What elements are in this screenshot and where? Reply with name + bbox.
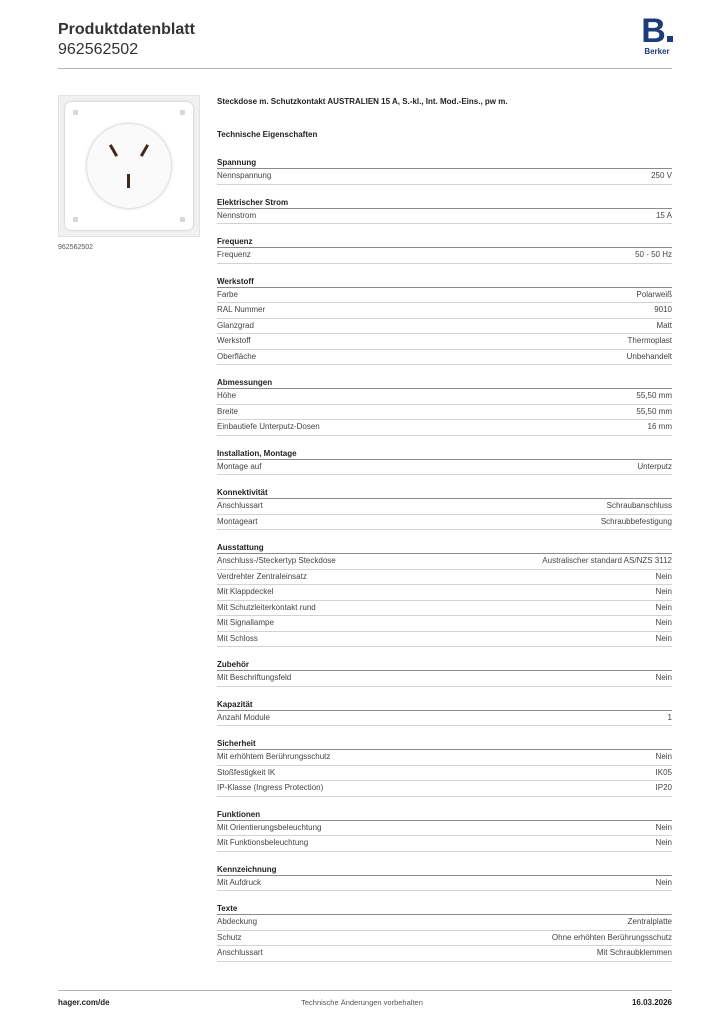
spec-value: Ohne erhöhten Berührungsschutz bbox=[551, 932, 672, 942]
spec-row bbox=[217, 350, 672, 366]
spec-row bbox=[217, 303, 672, 319]
spec-key: Mit Funktionsbeleuchtung bbox=[217, 838, 309, 848]
spec-key: Farbe bbox=[217, 289, 238, 299]
live-pin-slot bbox=[109, 144, 118, 157]
spec-row bbox=[217, 632, 672, 648]
spec-key: Mit Signallampe bbox=[217, 618, 274, 628]
spec-row bbox=[217, 554, 672, 570]
spec-key: Mit erhöhtem Berührungsschutz bbox=[217, 752, 331, 762]
document-number: 962562502 bbox=[58, 41, 139, 58]
spec-row bbox=[217, 288, 672, 304]
spec-key: Stoßfestigkeit IK bbox=[217, 767, 276, 777]
image-caption: 962562502 bbox=[58, 244, 94, 251]
footer-divider bbox=[58, 990, 672, 991]
spec-row bbox=[217, 389, 672, 405]
spec-value: Unterputz bbox=[637, 461, 672, 471]
section-title: Frequenz bbox=[217, 236, 672, 248]
spec-value: Nein bbox=[655, 633, 672, 643]
spec-key: Mit Orientierungsbeleuchtung bbox=[217, 822, 322, 832]
spec-row bbox=[217, 931, 672, 947]
document-title: Produktdatenblatt bbox=[58, 21, 195, 38]
section-title: Zubehör bbox=[217, 659, 672, 671]
section-title: Werkstoff bbox=[217, 276, 672, 288]
spec-section bbox=[217, 738, 672, 797]
spec-key: Anzahl Module bbox=[217, 712, 270, 722]
spec-row bbox=[217, 248, 672, 264]
header-divider bbox=[58, 68, 672, 69]
spec-value: 9010 bbox=[654, 305, 672, 315]
spec-row bbox=[217, 616, 672, 632]
spec-value: 50 - 50 Hz bbox=[635, 250, 672, 260]
spec-row bbox=[217, 169, 672, 185]
section-title: Kennzeichnung bbox=[217, 864, 672, 876]
spec-value: Australischer standard AS/NZS 3112 bbox=[542, 556, 672, 566]
spec-row bbox=[217, 405, 672, 421]
spec-key: Höhe bbox=[217, 391, 237, 401]
spec-value: Nein bbox=[655, 752, 672, 762]
spec-value: IP20 bbox=[655, 783, 672, 793]
logo-mark: B bbox=[638, 15, 676, 47]
spec-value: Mit Schraubklemmen bbox=[596, 948, 672, 958]
screw-icon bbox=[180, 217, 185, 222]
spec-value: 55,50 mm bbox=[636, 406, 672, 416]
spec-section bbox=[217, 659, 672, 687]
section-title: Texte bbox=[217, 903, 672, 915]
spec-key: Anschluss-/Steckertyp Steckdose bbox=[217, 556, 336, 566]
spec-key: Verdrehter Zentraleinsatz bbox=[217, 571, 307, 581]
section-title: Konnektivität bbox=[217, 487, 672, 499]
berker-logo bbox=[638, 12, 676, 57]
spec-row bbox=[217, 420, 672, 436]
spec-key: Einbautiefe Unterputz-Dosen bbox=[217, 422, 320, 432]
neutral-pin-slot bbox=[140, 144, 149, 157]
spec-row bbox=[217, 766, 672, 782]
spec-row bbox=[217, 821, 672, 837]
spec-value: 1 bbox=[667, 712, 672, 722]
spec-value: Nein bbox=[655, 618, 672, 628]
spec-value: Nein bbox=[655, 822, 672, 832]
section-title: Spannung bbox=[217, 157, 672, 169]
spec-key: Schutz bbox=[217, 932, 242, 942]
screw-icon bbox=[73, 110, 78, 115]
spec-section bbox=[217, 699, 672, 727]
spec-section bbox=[217, 157, 672, 185]
spec-key: Mit Schutzleiterkontakt rund bbox=[217, 602, 316, 612]
spec-row bbox=[217, 570, 672, 586]
spec-value: Zentralplatte bbox=[627, 917, 672, 927]
socket-plate bbox=[65, 102, 193, 230]
spec-section bbox=[217, 864, 672, 892]
spec-value: Matt bbox=[656, 320, 672, 330]
section-title: Sicherheit bbox=[217, 738, 672, 750]
spec-key: Mit Schloss bbox=[217, 633, 258, 643]
document-header bbox=[58, 20, 195, 60]
spec-key: Anschlussart bbox=[217, 501, 263, 511]
spec-key: Mit Beschriftungsfeld bbox=[217, 673, 292, 683]
spec-key: Mit Aufdruck bbox=[217, 877, 262, 887]
footer-date: 16.03.2026 bbox=[631, 998, 672, 1007]
spec-value: Unbehandelt bbox=[626, 351, 672, 361]
spec-key: Glanzgrad bbox=[217, 320, 254, 330]
spec-value: Nein bbox=[655, 673, 672, 683]
spec-row bbox=[217, 334, 672, 350]
spec-value: Nein bbox=[655, 838, 672, 848]
spec-row bbox=[217, 585, 672, 601]
spec-row bbox=[217, 876, 672, 892]
spec-key: RAL Nummer bbox=[217, 305, 266, 315]
screw-icon bbox=[73, 217, 78, 222]
product-name: Steckdose m. Schutzkontakt AUSTRALIEN 15 A, S.-kl., Int. Mod.-Eins., pw m. bbox=[217, 97, 508, 106]
spec-key: Breite bbox=[217, 406, 238, 416]
footer-disclaimer: Technische Änderungen vorbehalten bbox=[301, 998, 423, 1007]
spec-value: Schraubanschluss bbox=[606, 501, 672, 511]
properties-title: Technische Eigenschaften bbox=[217, 130, 318, 139]
spec-key: Montageart bbox=[217, 516, 258, 526]
product-image bbox=[58, 95, 200, 237]
spec-key: Nennspannung bbox=[217, 171, 272, 181]
spec-value: Schraubbefestigung bbox=[600, 516, 672, 526]
spec-section bbox=[217, 236, 672, 264]
spec-row bbox=[217, 319, 672, 335]
spec-row bbox=[217, 499, 672, 515]
spec-row bbox=[217, 515, 672, 531]
spec-key: Montage auf bbox=[217, 461, 262, 471]
spec-key: Anschlussart bbox=[217, 948, 263, 958]
spec-key: Werkstoff bbox=[217, 336, 251, 346]
spec-section bbox=[217, 377, 672, 436]
screw-icon bbox=[180, 110, 185, 115]
spec-value: 55,50 mm bbox=[636, 391, 672, 401]
spec-value: 15 A bbox=[655, 210, 672, 220]
spec-value: IK05 bbox=[655, 767, 672, 777]
spec-key: Abdeckung bbox=[217, 917, 258, 927]
section-title: Ausstattung bbox=[217, 542, 672, 554]
section-title: Funktionen bbox=[217, 809, 672, 821]
spec-row bbox=[217, 836, 672, 852]
spec-row bbox=[217, 460, 672, 476]
spec-row bbox=[217, 915, 672, 931]
spec-value: Polarweiß bbox=[636, 289, 672, 299]
spec-row bbox=[217, 209, 672, 225]
spec-section bbox=[217, 276, 672, 366]
spec-row bbox=[217, 671, 672, 687]
spec-row bbox=[217, 946, 672, 962]
section-title: Kapazität bbox=[217, 699, 672, 711]
earth-pin-slot bbox=[127, 174, 130, 188]
spec-row bbox=[217, 750, 672, 766]
spec-section bbox=[217, 487, 672, 530]
spec-section bbox=[217, 448, 672, 476]
spec-key: Nennstrom bbox=[217, 210, 257, 220]
footer-website[interactable]: hager.com/de bbox=[58, 998, 110, 1007]
spec-key: Mit Klappdeckel bbox=[217, 587, 274, 597]
spec-value: Thermoplast bbox=[627, 336, 672, 346]
spec-row bbox=[217, 781, 672, 797]
section-title: Installation, Montage bbox=[217, 448, 672, 460]
spec-table bbox=[217, 157, 672, 974]
spec-key: Oberfläche bbox=[217, 351, 257, 361]
section-title: Abmessungen bbox=[217, 377, 672, 389]
spec-value: 250 V bbox=[651, 171, 672, 181]
spec-section bbox=[217, 542, 672, 647]
spec-key: Frequenz bbox=[217, 250, 251, 260]
spec-value: Nein bbox=[655, 602, 672, 612]
logo-text: Berker bbox=[644, 47, 670, 56]
spec-section bbox=[217, 197, 672, 225]
spec-row bbox=[217, 711, 672, 727]
spec-row bbox=[217, 601, 672, 617]
spec-key: IP-Klasse (Ingress Protection) bbox=[217, 783, 324, 793]
socket-outlet bbox=[87, 124, 171, 208]
spec-section bbox=[217, 809, 672, 852]
spec-value: 16 mm bbox=[647, 422, 672, 432]
spec-section bbox=[217, 903, 672, 962]
spec-value: Nein bbox=[655, 877, 672, 887]
spec-value: Nein bbox=[655, 571, 672, 581]
spec-value: Nein bbox=[655, 587, 672, 597]
section-title: Elektrischer Strom bbox=[217, 197, 672, 209]
